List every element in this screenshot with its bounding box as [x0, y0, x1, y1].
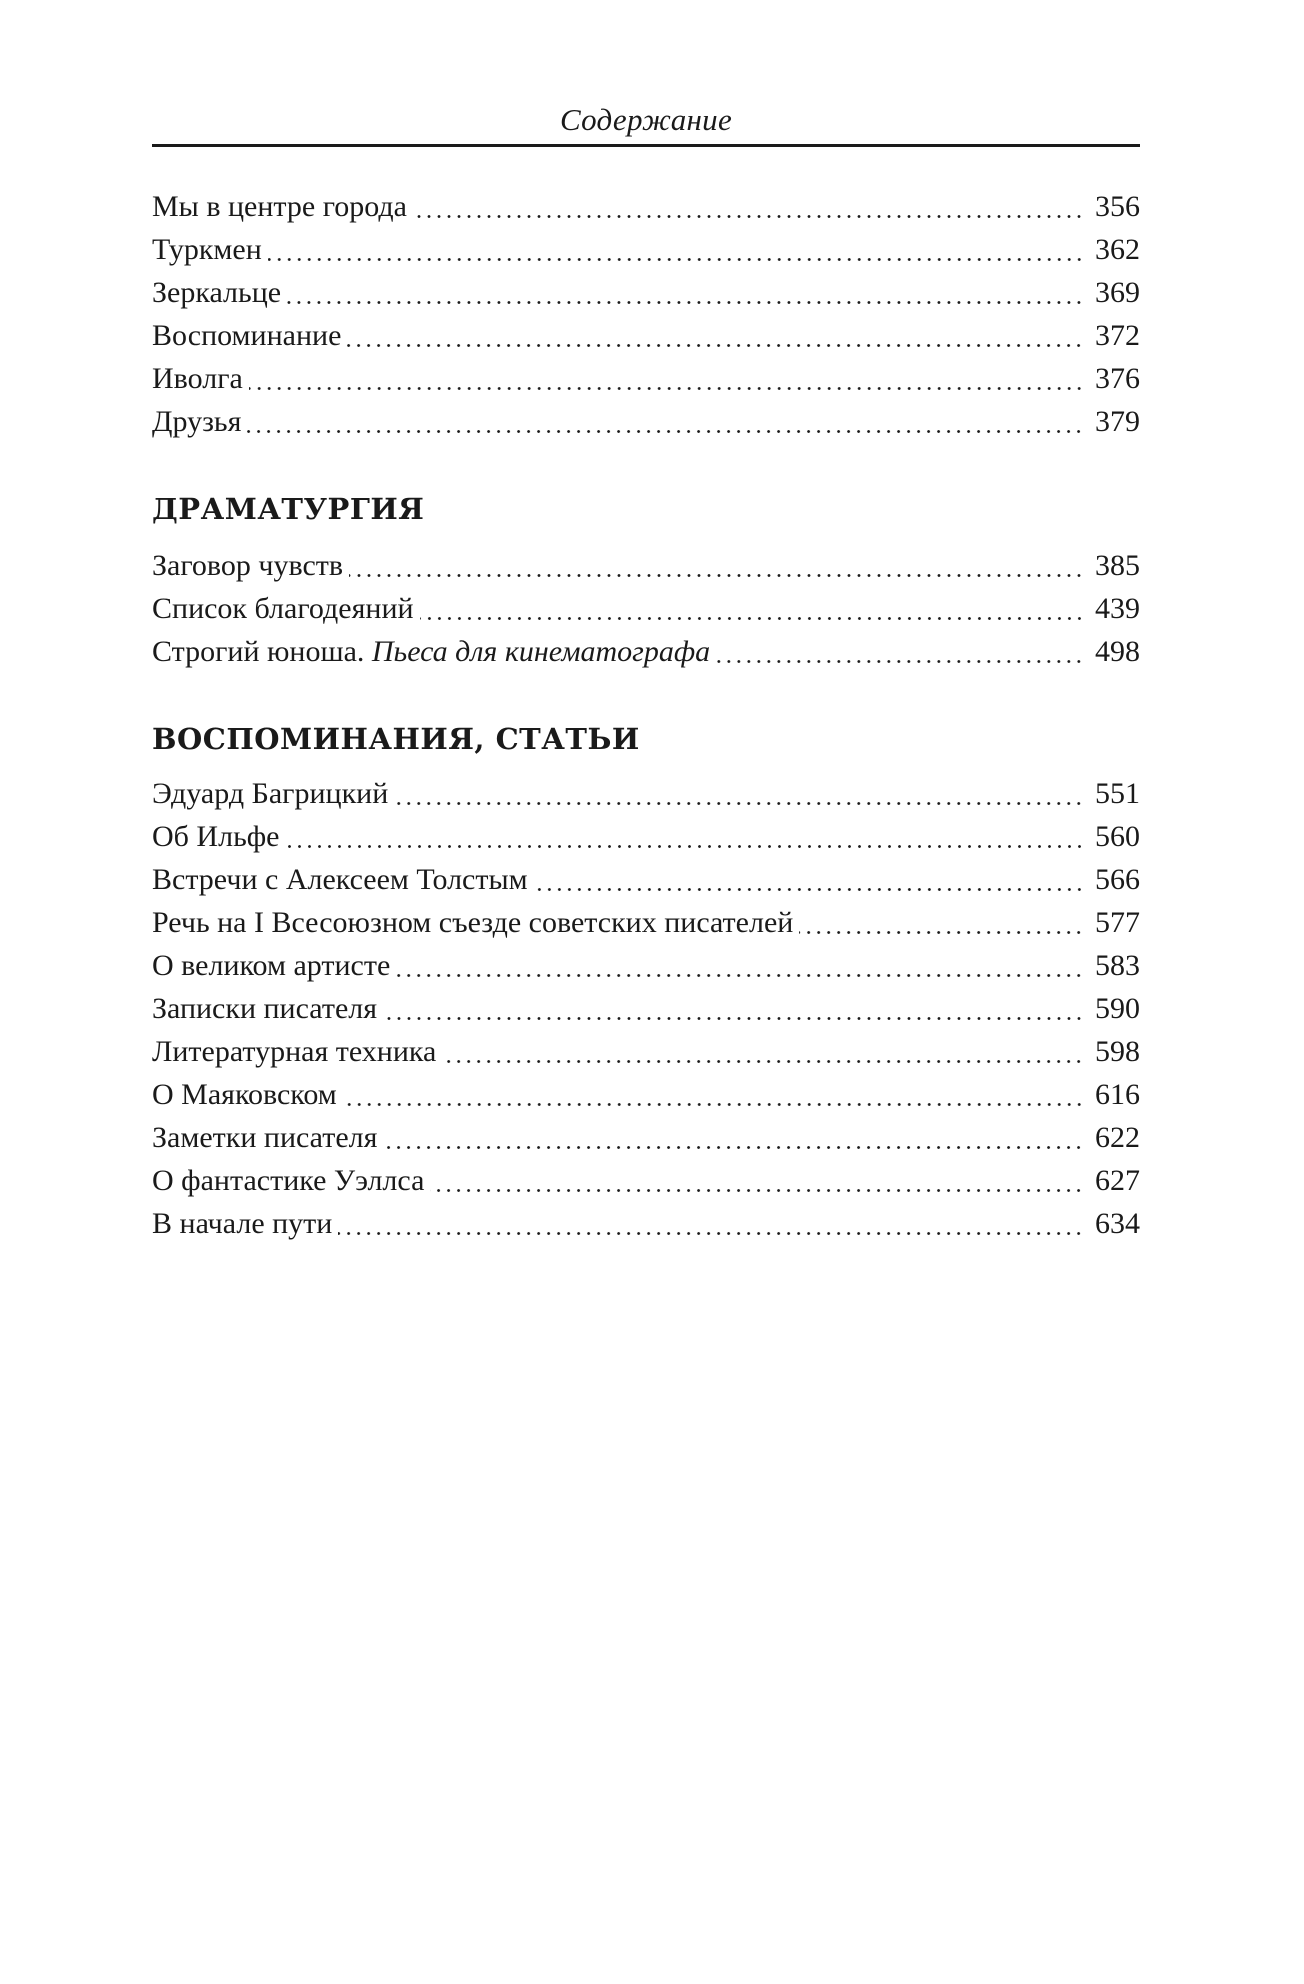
toc-entry-title: Список благодеяний — [152, 592, 414, 625]
toc-entry-page: 362 — [1095, 233, 1140, 266]
toc-entry-title: Записки писателя — [152, 992, 378, 1025]
dot-leader — [420, 587, 1084, 630]
toc-entry-title: Литературная техника — [152, 1035, 437, 1068]
dot-leader — [249, 357, 1084, 400]
toc-entry[interactable] — [152, 944, 1140, 987]
dot-leader — [338, 1202, 1084, 1245]
toc-entry-page: 590 — [1095, 992, 1140, 1025]
toc-page — [152, 100, 1140, 1245]
section-heading-memoirs: ВОСПОМИНАНИЯ, СТАТЬИ — [152, 722, 640, 756]
toc-entry[interactable] — [152, 1073, 1140, 1116]
toc-entry[interactable] — [152, 630, 1140, 673]
toc-entry-page: 376 — [1095, 362, 1140, 395]
toc-entry[interactable] — [152, 357, 1140, 400]
dot-leader — [247, 400, 1084, 443]
toc-entry-page: 551 — [1095, 777, 1140, 810]
toc-entry-title: Заговор чувств — [152, 549, 344, 582]
toc-entry-subtitle: Пьеса для кинематографа — [371, 635, 711, 668]
toc-entry[interactable] — [152, 1030, 1140, 1073]
toc-list-drama — [152, 544, 1140, 673]
toc-entry-title: Речь на I Всесоюзном съезде советских писателей — [152, 906, 794, 939]
dot-leader — [413, 185, 1084, 228]
toc-list-memoirs — [152, 772, 1140, 1245]
toc-entry-title: Встречи с Алексеем Толстым — [152, 863, 528, 896]
running-head: Содержание — [559, 102, 733, 137]
toc-entry-page: 379 — [1095, 405, 1140, 438]
toc-entry[interactable] — [152, 587, 1140, 630]
dot-leader — [534, 858, 1084, 901]
toc-entry[interactable] — [152, 901, 1140, 944]
dot-leader — [442, 1030, 1084, 1073]
toc-entry-page: 634 — [1095, 1207, 1140, 1240]
toc-entry-title: Эдуард Багрицкий — [152, 777, 389, 810]
toc-entry-title: Об Ильфе — [152, 820, 280, 853]
toc-entry[interactable] — [152, 544, 1140, 587]
toc-entry[interactable] — [152, 228, 1140, 271]
toc-entry-page: 560 — [1095, 820, 1140, 853]
toc-entry-page: 616 — [1095, 1078, 1140, 1111]
toc-entry[interactable] — [152, 400, 1140, 443]
section-heading-drama: ДРАМАТУРГИЯ — [152, 492, 425, 526]
toc-entry-title: Туркмен — [152, 233, 262, 266]
toc-entry[interactable] — [152, 185, 1140, 228]
toc-entry-title: Мы в центре города — [152, 190, 407, 223]
header-rule — [152, 144, 1140, 147]
dot-leader — [347, 314, 1084, 357]
toc-entry-page: 577 — [1095, 906, 1140, 939]
dot-leader — [394, 772, 1084, 815]
toc-entry-title: Зеркальце — [152, 276, 282, 309]
dot-leader — [799, 901, 1084, 944]
dot-leader — [383, 1116, 1084, 1159]
toc-entry-title: Друзья — [152, 405, 242, 438]
toc-entry[interactable] — [152, 1159, 1140, 1202]
toc-entry[interactable] — [152, 1202, 1140, 1245]
toc-entry-title: О Маяковском — [152, 1078, 337, 1111]
toc-entry-page: 583 — [1095, 949, 1140, 982]
dot-leader — [430, 1159, 1084, 1202]
toc-entry[interactable] — [152, 1116, 1140, 1159]
dot-leader — [716, 630, 1084, 673]
dot-leader — [343, 1073, 1084, 1116]
dot-leader — [383, 987, 1084, 1030]
toc-entry-page: 385 — [1095, 549, 1140, 582]
toc-entry-page: 566 — [1095, 863, 1140, 896]
toc-entry-main-title: Строгий юноша. — [152, 635, 365, 668]
toc-entry[interactable] — [152, 271, 1140, 314]
toc-entry-page: 622 — [1095, 1121, 1140, 1154]
toc-entry-title: О фантастике Уэллса — [152, 1164, 425, 1197]
toc-entry-title: Иволга — [152, 362, 243, 395]
toc-entry-page: 439 — [1095, 592, 1140, 625]
dot-leader — [396, 944, 1084, 987]
toc-list-intro — [152, 185, 1140, 443]
toc-entry-title: В начале пути — [152, 1207, 333, 1240]
dot-leader — [349, 544, 1084, 587]
toc-entry-page: 598 — [1095, 1035, 1140, 1068]
toc-entry-title: О великом артисте — [152, 949, 391, 982]
toc-entry[interactable] — [152, 772, 1140, 815]
toc-entry-page: 498 — [1095, 635, 1140, 668]
toc-entry[interactable] — [152, 858, 1140, 901]
toc-entry-title — [152, 630, 710, 673]
toc-entry-page: 372 — [1095, 319, 1140, 352]
toc-entry-page: 369 — [1095, 276, 1140, 309]
dot-leader — [268, 228, 1084, 271]
toc-entry-page: 627 — [1095, 1164, 1140, 1197]
dot-leader — [287, 271, 1084, 314]
toc-entry[interactable] — [152, 987, 1140, 1030]
dot-leader — [286, 815, 1085, 858]
toc-entry-title: Воспоминание — [152, 319, 342, 352]
toc-entry[interactable] — [152, 815, 1140, 858]
toc-entry-title: Заметки писателя — [152, 1121, 378, 1154]
toc-entry[interactable] — [152, 314, 1140, 357]
toc-entry-page: 356 — [1095, 190, 1140, 223]
